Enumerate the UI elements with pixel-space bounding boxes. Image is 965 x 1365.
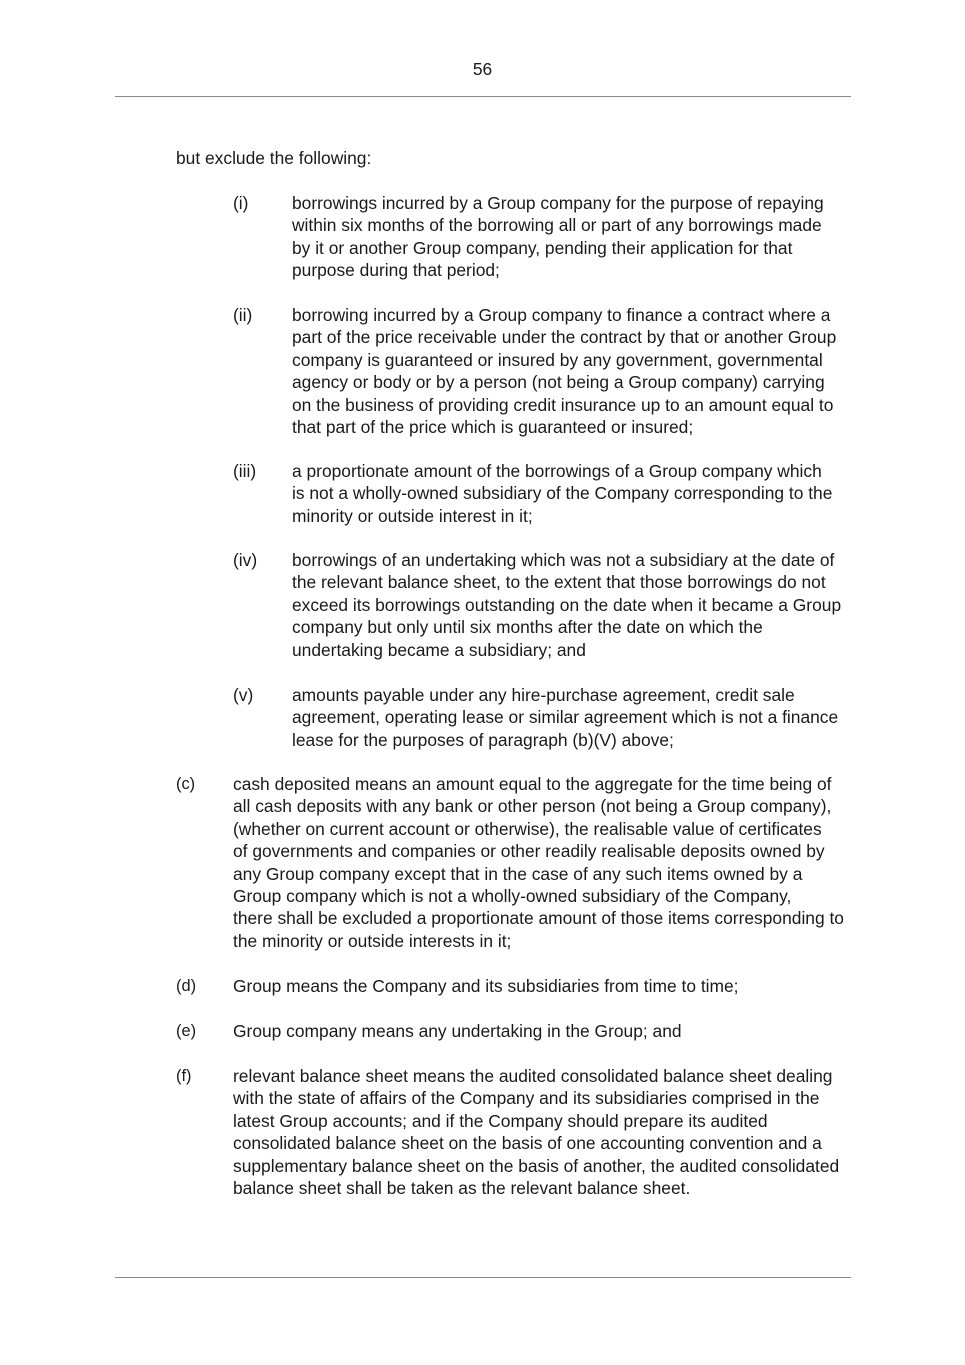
text-line: company but only until six months after the date on which the bbox=[292, 617, 763, 638]
list-item-label: (c) bbox=[176, 775, 196, 793]
text-line: of governments and companies or other readily realisable deposits owned by bbox=[233, 841, 825, 862]
text-line: there shall be excluded a proportionate amount of those items corresponding to bbox=[233, 908, 844, 929]
list-item-text bbox=[233, 773, 853, 952]
text-line: exceed its borrowings outstanding on the date when it became a Group bbox=[292, 594, 842, 615]
page-number: 56 bbox=[472, 59, 493, 79]
list-item-label: (i) bbox=[233, 193, 249, 213]
list-item-label: (iii) bbox=[233, 461, 257, 481]
text-line: agreement, operating lease or similar agreement which is not a finance bbox=[292, 707, 839, 728]
text-line: all cash deposits with any bank or other person (not being a Group company), bbox=[233, 796, 832, 817]
text-line: Group means the Company and its subsidiaries from time to time; bbox=[233, 976, 739, 996]
list-item-label: (v) bbox=[233, 685, 254, 705]
text-line: cash deposited means an amount equal to the aggregate for the time being of bbox=[233, 774, 832, 794]
text-line: by it or another Group company, pending their application for that bbox=[292, 237, 793, 258]
text-line: borrowings incurred by a Group company for the purpose of repaying bbox=[292, 193, 824, 213]
intro-text: but exclude the following: bbox=[176, 148, 372, 168]
text-line: that part of the price which is guaranteed or insured; bbox=[292, 417, 694, 438]
footer-divider bbox=[115, 1277, 851, 1278]
text-line: any Group company except that in the case of any such items owned by a bbox=[233, 863, 803, 884]
text-line: purpose during that period; bbox=[292, 260, 500, 281]
list-item-text bbox=[233, 1065, 853, 1199]
list-item-label: (d) bbox=[176, 977, 197, 995]
text-line: consolidated balance sheet on the basis of one accounting convention and a bbox=[233, 1133, 822, 1154]
list-item-text bbox=[292, 192, 850, 282]
list-item-label: (f) bbox=[176, 1067, 192, 1085]
text-line: with the state of affairs of the Company and its subsidiaries comprised in the bbox=[233, 1088, 820, 1109]
list-item-text bbox=[292, 460, 850, 527]
list-item-text bbox=[233, 1020, 853, 1042]
list-item-label: (e) bbox=[176, 1022, 197, 1040]
text-line: within six months of the borrowing all or part of any borrowings made bbox=[292, 215, 822, 236]
text-line: latest Group accounts; and if the Company should prepare its audited bbox=[233, 1110, 768, 1131]
text-line: the relevant balance sheet, to the extent that those borrowings do not bbox=[292, 572, 826, 593]
text-line: company is guaranteed or insured by any government, governmental bbox=[292, 349, 823, 370]
text-line: lease for the purposes of paragraph (b)(V) above; bbox=[292, 729, 674, 750]
header-divider bbox=[115, 96, 851, 97]
text-line: amounts payable under any hire-purchase agreement, credit sale bbox=[292, 685, 795, 705]
text-line: agency or body or by a person (not being a Group company) carrying bbox=[292, 372, 825, 393]
text-line: borrowing incurred by a Group company to finance a contract where a bbox=[292, 305, 831, 325]
list-item-text bbox=[292, 304, 850, 438]
list-item-label: (iv) bbox=[233, 550, 258, 570]
text-line: a proportionate amount of the borrowings of a Group company which bbox=[292, 461, 822, 481]
list-item-text bbox=[292, 684, 850, 751]
text-line: undertaking became a subsidiary; and bbox=[292, 639, 586, 660]
list-item-text bbox=[233, 975, 853, 997]
text-line: Group company means any undertaking in the Group; and bbox=[233, 1021, 682, 1041]
text-line: the minority or outside interests in it; bbox=[233, 930, 512, 951]
list-item-text bbox=[292, 549, 850, 661]
text-line: relevant balance sheet means the audited consolidated balance sheet dealing bbox=[233, 1066, 833, 1086]
text-line: balance sheet shall be taken as the relevant balance sheet. bbox=[233, 1178, 691, 1199]
text-line: is not a wholly-owned subsidiary of the Company corresponding to the bbox=[292, 483, 833, 504]
text-line: supplementary balance sheet on the basis of another, the audited consolidated bbox=[233, 1155, 840, 1176]
text-line: borrowings of an undertaking which was not a subsidiary at the date of bbox=[292, 550, 835, 570]
list-item-label: (ii) bbox=[233, 305, 253, 325]
text-line: on the business of providing credit insurance up to an amount equal to bbox=[292, 394, 834, 415]
text-line: (whether on current account or otherwise), the realisable value of certificates bbox=[233, 818, 822, 839]
text-line: part of the price receivable under the contract by that or another Group bbox=[292, 327, 837, 348]
text-line: minority or outside interest in it; bbox=[292, 505, 533, 526]
text-line: Group company which is not a wholly-owned subsidiary of the Company, bbox=[233, 886, 792, 907]
